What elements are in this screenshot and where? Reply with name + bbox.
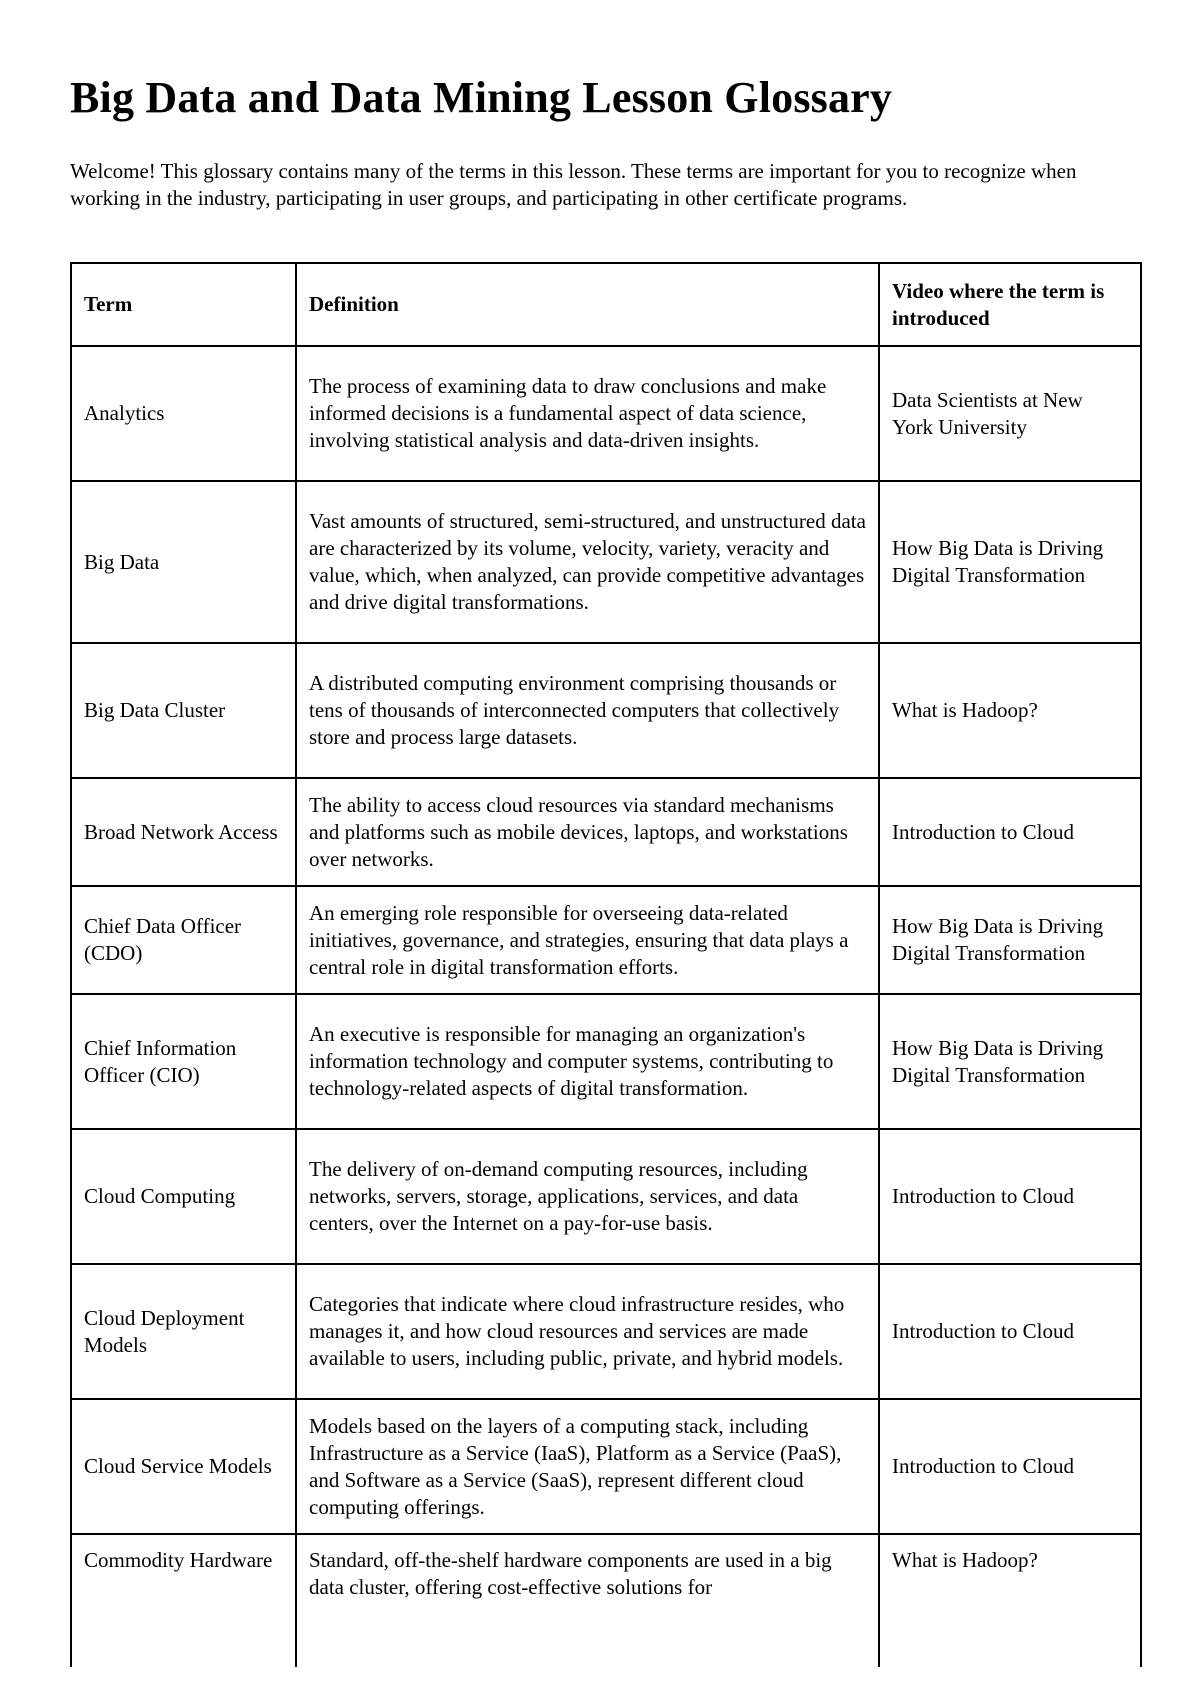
definition-cell: A distributed computing environment comprising thousands or tens of thousands of interconnected computers that collectively store and process large datasets. xyxy=(296,643,879,778)
table-row xyxy=(71,778,1141,886)
definition-cell: The process of examining data to draw conclusions and make informed decisions is a fundamental aspect of data science, involving statistical analysis and data-driven insights. xyxy=(296,346,879,481)
table-row xyxy=(71,1129,1141,1264)
term-cell: Cloud Service Models xyxy=(71,1399,296,1534)
table-header-row xyxy=(71,263,1141,346)
page-title: Big Data and Data Mining Lesson Glossary xyxy=(70,73,893,122)
intro-paragraph: Welcome! This glossary contains many of the terms in this lesson. These terms are important for you to recognize when working in the industry, participating in user groups, and participating in other certificate programs. xyxy=(70,159,1077,210)
video-cell: Data Scientists at New York University xyxy=(879,346,1141,481)
video-cell: What is Hadoop? xyxy=(879,643,1141,778)
term-cell: Big Data xyxy=(71,481,296,643)
video-cell: How Big Data is Driving Digital Transformation xyxy=(879,994,1141,1129)
term-cell: Analytics xyxy=(71,346,296,481)
term-cell: Cloud Deployment Models xyxy=(71,1264,296,1399)
header-definition: Definition xyxy=(296,263,879,346)
glossary-table xyxy=(70,262,1142,1667)
term-cell: Cloud Computing xyxy=(71,1129,296,1264)
definition-cell: Models based on the layers of a computing stack, including Infrastructure as a Service (IaaS), Platform as a Service (PaaS), and Software as a Service (SaaS), represent different cloud computing offerings. xyxy=(296,1399,879,1534)
definition-cell: An emerging role responsible for overseeing data-related initiatives, governance, and strategies, ensuring that data plays a central role in digital transformation efforts. xyxy=(296,886,879,994)
term-cell: Commodity Hardware xyxy=(71,1534,296,1667)
header-video: Video where the term is introduced xyxy=(879,263,1141,346)
table-row xyxy=(71,886,1141,994)
definition-cell: Categories that indicate where cloud infrastructure resides, who manages it, and how cloud resources and services are made available to users, including public, private, and hybrid models. xyxy=(296,1264,879,1399)
definition-cell: Vast amounts of structured, semi-structured, and unstructured data are characterized by its volume, velocity, variety, veracity and value, which, when analyzed, can provide competitive advantages and drive digital transformations. xyxy=(296,481,879,643)
table-row xyxy=(71,643,1141,778)
video-cell: Introduction to Cloud xyxy=(879,1264,1141,1399)
term-cell: Chief Data Officer (CDO) xyxy=(71,886,296,994)
definition-cell: An executive is responsible for managing an organization's information technology and computer systems, contributing to technology-related aspects of digital transformation. xyxy=(296,994,879,1129)
table-row xyxy=(71,1534,1141,1667)
video-cell: Introduction to Cloud xyxy=(879,1399,1141,1534)
definition-cell: Standard, off-the-shelf hardware components are used in a big data cluster, offering cost-effective solutions for xyxy=(296,1534,879,1667)
table-row xyxy=(71,481,1141,643)
table-row xyxy=(71,346,1141,481)
video-cell: Introduction to Cloud xyxy=(879,778,1141,886)
term-cell: Big Data Cluster xyxy=(71,643,296,778)
definition-cell: The delivery of on-demand computing resources, including networks, servers, storage, applications, services, and data centers, over the Internet on a pay-for-use basis. xyxy=(296,1129,879,1264)
video-cell: Introduction to Cloud xyxy=(879,1129,1141,1264)
video-cell: What is Hadoop? xyxy=(879,1534,1141,1667)
table-row xyxy=(71,1264,1141,1399)
video-cell: How Big Data is Driving Digital Transformation xyxy=(879,481,1141,643)
header-term: Term xyxy=(71,263,296,346)
term-cell: Broad Network Access xyxy=(71,778,296,886)
table-row xyxy=(71,1399,1141,1534)
table-row xyxy=(71,994,1141,1129)
definition-cell: The ability to access cloud resources via standard mechanisms and platforms such as mobile devices, laptops, and workstations over networks. xyxy=(296,778,879,886)
term-cell: Chief Information Officer (CIO) xyxy=(71,994,296,1129)
video-cell: How Big Data is Driving Digital Transformation xyxy=(879,886,1141,994)
